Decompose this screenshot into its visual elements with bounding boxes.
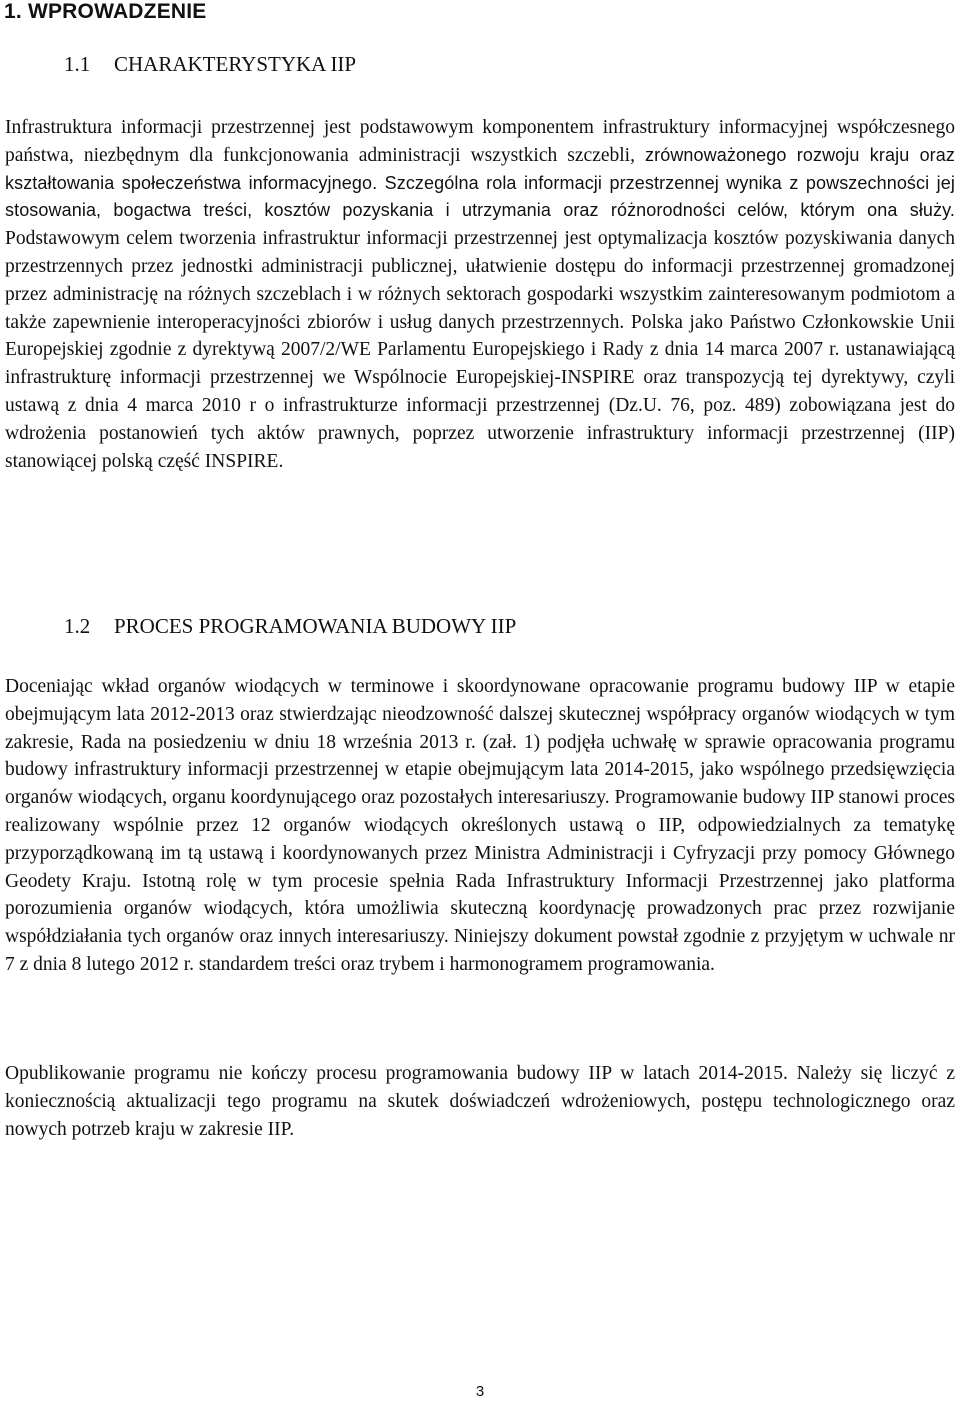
- paragraph-text-part-a: Infrastruktura informacji przestrzennej jest podstawowym komponentem infrastruktury informacyjnej współczesnego państwa, niezbędnym dla funkcjonowania administracji wszystkich szczebli,: [5, 117, 955, 166]
- section-title: CHARAKTERYSTYKA IIP: [114, 52, 357, 76]
- section-number: 1.1: [64, 52, 91, 76]
- section-heading-1-2: [64, 612, 516, 640]
- paragraph-text-part-c: Podstawowym celem tworzenia infrastruktur informacji przestrzennej jest optymalizacja kosztów pozyskiwania danych przestrzennych przez jednostki administracji publicznej, ułatwienie dostępu do informacji przestrzennej gromadzonej przez administrację na różnych szczeblach i w różnych sektorach gospodarki wszystkim zainteresowanym podmiotom a także zapewnienie interoperacyjności zbiorów i usług danych przestrzennych. Polska jako Państwo Członkowskie Unii Europejskiej zgodnie z dyrektywą 2007/2/WE Parlamentu Europejskiego i Rady z dnia 14 marca 2007 r. ustanawiającą infrastrukturę informacji przestrzennej we Wspólnocie Europejskiej-INSPIRE oraz transpozycją tej dyrektywy, czyli ustawą z dnia 4 marca 2010 r o infrastrukturze informacji przestrzennej (Dz.U. 76, poz. 489) zobowiązana jest do wdrożenia postanowień tych aktów prawnych, poprzez utworzenie infrastruktury informacji przestrzennej (IIP) stanowiącej polską część INSPIRE.: [5, 228, 955, 472]
- section-1-2-paragraph-1: Doceniając wkład organów wiodących w terminowe i skoordynowane opracowanie programu budowy IIP w etapie obejmującym lata 2012-2013 oraz stwierdzając nieodzowność dalszej skutecznej współpracy organów wiodących w tym zakresie, Rada na posiedzeniu w dniu 18 września 2013 r. (zał. 1) podjęła uchwałę w sprawie opracowania programu budowy infrastruktury informacji przestrzennej w etapie obejmującym lata 2014-2015, jako wspólnego przedsięwzięcia organów wiodących, organu koordynującego oraz pozostałych interesariuszy. Programowanie budowy IIP stanowi proces realizowany wspólnie przez 12 organów wiodących określonych ustawą o IIP, odpowiedzialnych za tematykę przyporządkowaną im tą ustawą i koordynowanych przez Ministra Administracji i Cyfryzacji przy pomocy Głównego Geodety Kraju. Istotną rolę w tym procesie spełnia Rada Infrastruktury Informacji Przestrzennej jako platforma porozumienia organów wiodących, która umożliwia skuteczną koordynację prowadzonych prac przez rozwijanie współdziałania tych organów oraz innych interesariuszy. Niniejszy dokument powstał zgodnie z przyjętym w uchwale nr 7 z dnia 8 lutego 2012 r. standardem treści oraz trybem i harmonogramem programowania.: [5, 676, 955, 975]
- section-1-2-paragraph-2: Opublikowanie programu nie kończy procesu programowania budowy IIP w latach 2014-2015. Należy się liczyć z koniecznością aktualizacji tego programu na skutek doświadczeń wdrożeniowych, postępu technologicznego oraz nowych potrzeb kraju w zakresie IIP.: [5, 1063, 955, 1140]
- paragraph-text-part-b: zrównoważonego rozwoju kraju oraz kształtowania społeczeństwa informacyjnego. Szczególna rola informacji przestrzennej wynika z powszechności jej stosowania, bogactwa treści, kosztów pozyskania i utrzymania oraz różnorodności celów, którym ona służy.: [5, 144, 955, 221]
- section-number: 1.2: [64, 614, 91, 638]
- section-1-1-paragraph: [5, 114, 955, 475]
- page-number: 3: [475, 1383, 485, 1400]
- section-heading-1-1: [64, 50, 356, 78]
- section-title: PROCES PROGRAMOWANIA BUDOWY IIP: [114, 614, 517, 638]
- chapter-heading: 1. WPROWADZENIE: [4, 0, 207, 23]
